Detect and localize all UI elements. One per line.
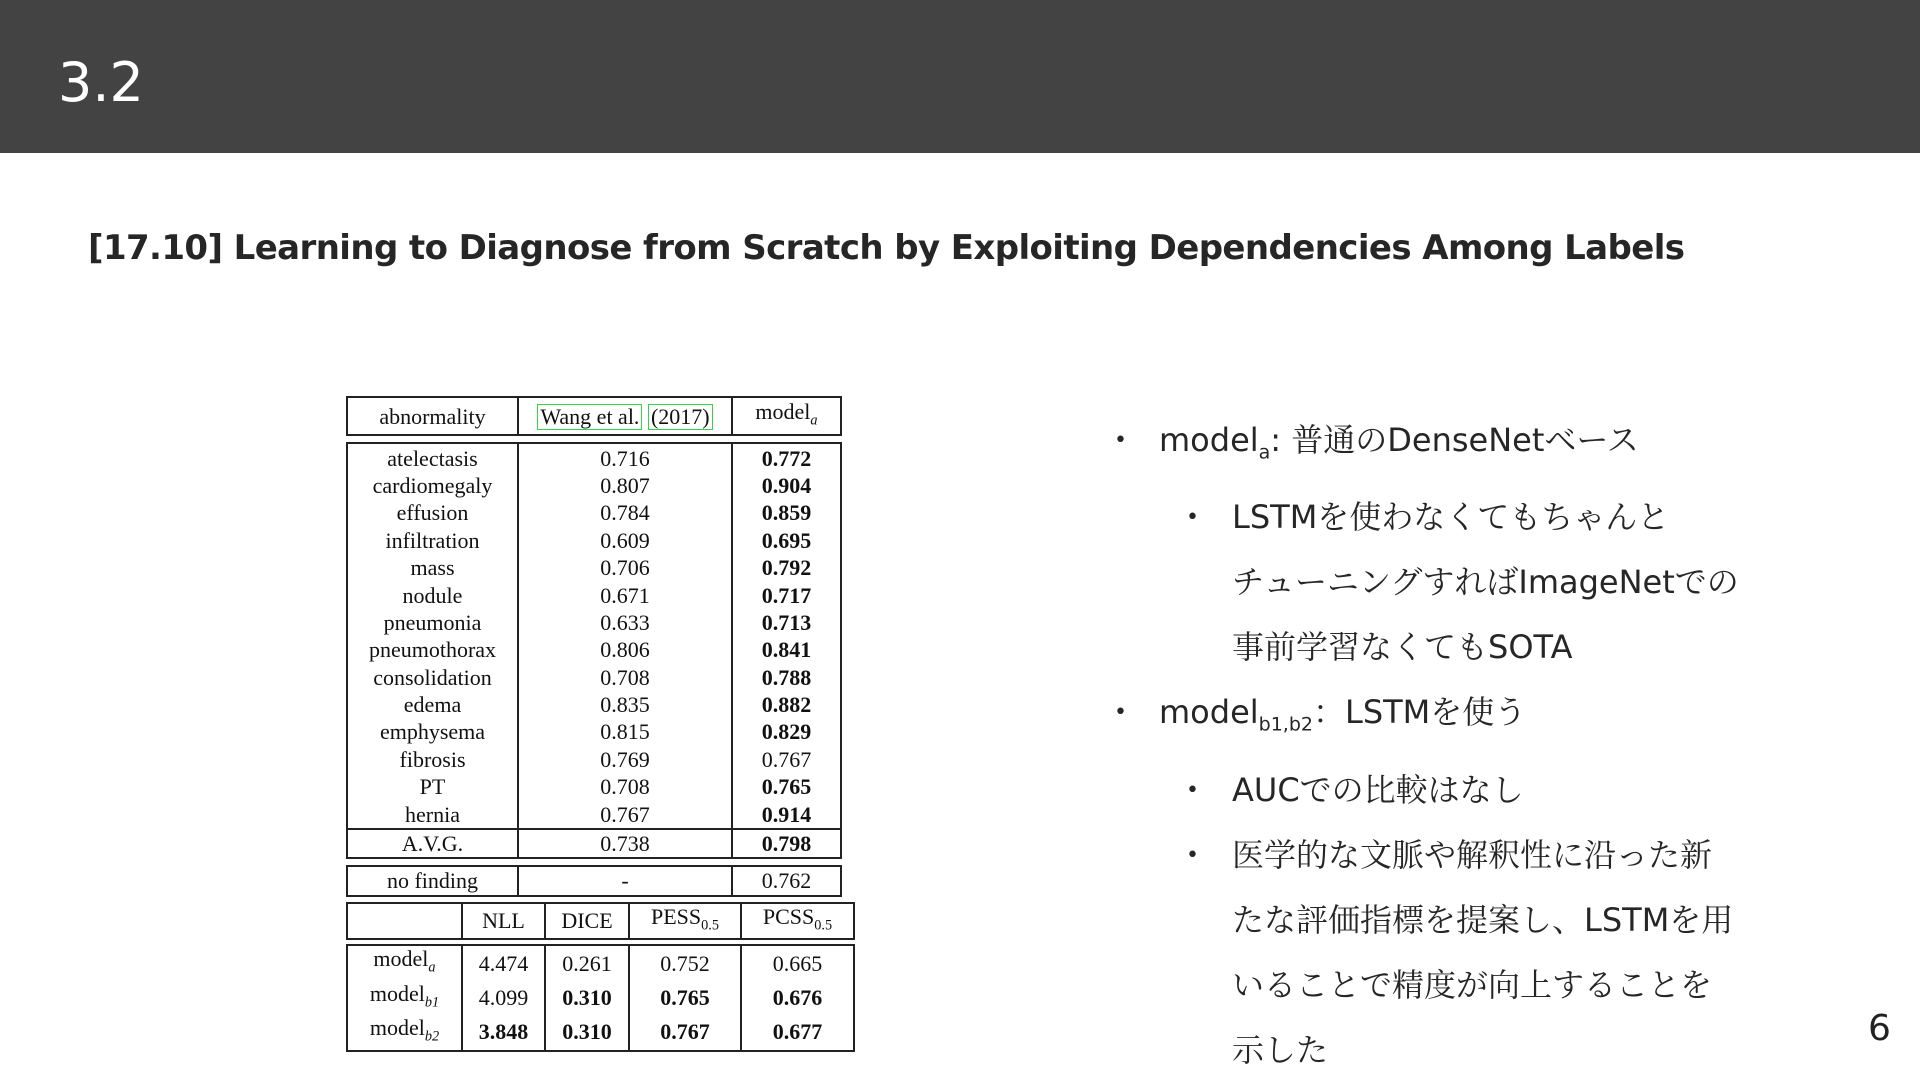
bullet-auc-note: • AUCでの比較はなし: [1110, 758, 1870, 823]
bullet-metric-note: • 医学的な文脈や解釈性に沿った新: [1110, 823, 1870, 888]
metrics-table: [346, 902, 855, 1052]
table-row: pneumothorax 0.806 0.841: [347, 636, 841, 663]
header-abnormality: abnormality: [347, 397, 518, 435]
table-row: effusion 0.784 0.859: [347, 499, 841, 526]
bullet-continuation: 事前学習なくてもSOTA: [1232, 628, 1573, 667]
table-row: consolidation 0.708 0.788: [347, 664, 841, 691]
table-row: hernia 0.767 0.914: [347, 800, 841, 828]
table-header-row: [347, 903, 854, 939]
bullet-dot: •: [1186, 777, 1199, 803]
paper-title: [17.10] Learning to Diagnose from Scratch by Exploiting Dependencies Among Labels: [88, 228, 1685, 268]
bullet-model-b: • model$_{b1,b2}$：LSTMを使う: [1110, 680, 1870, 757]
table-row: mass 0.706 0.792: [347, 554, 841, 581]
bullet-continuation: いることで精度が向上することを: [1232, 965, 1713, 1004]
table-row: cardiomegaly 0.807 0.904: [347, 472, 841, 499]
bullet-dot: •: [1186, 505, 1199, 531]
table-row: edema 0.835 0.882: [347, 691, 841, 718]
table-header-row: [347, 397, 841, 435]
table-row: model$_a$ 4.474 0.261 0.752 0.665: [347, 945, 854, 980]
bullet-dot: •: [1186, 842, 1199, 868]
table-row: pneumonia 0.633 0.713: [347, 609, 841, 636]
table-row: fibrosis 0.769 0.767: [347, 746, 841, 773]
table-row: PT 0.708 0.765: [347, 773, 841, 800]
table-row: nodule 0.671 0.717: [347, 581, 841, 608]
page-number: 6: [1868, 1008, 1891, 1049]
bullet-dot: •: [1114, 700, 1127, 726]
table-row: infiltration 0.609 0.695: [347, 527, 841, 554]
auc-table: [346, 396, 842, 897]
header-pess: $PESS_{0.5}$: [629, 903, 741, 939]
slide-header: [0, 0, 1920, 153]
header-dice: DICE: [545, 903, 629, 939]
header-pcss: $PCSS_{0.5}$: [741, 903, 854, 939]
highlight-box: Wang et al.: [537, 404, 642, 430]
table-row: atelectasis 0.716 0.772: [347, 443, 841, 471]
bullet-continuation: たな評価指標を提案し、LSTMを用: [1232, 900, 1734, 939]
bullet-list: [1110, 408, 1870, 1083]
header-model-a: model$_a$: [732, 397, 841, 435]
table-row: emphysema 0.815 0.829: [347, 718, 841, 745]
bullet-dot: •: [1114, 428, 1127, 453]
bullet-model-a: • model$_a$: 普通のDenseNetベース: [1110, 408, 1870, 485]
highlight-box: (2017): [648, 404, 713, 430]
table-row-no-finding: no finding - 0.762: [347, 866, 841, 895]
table-row-average: A.V.G. 0.738 0.798: [347, 829, 841, 858]
bullet-continuation: チューニングすればImageNetでの: [1232, 563, 1739, 602]
slide-title: 3.2: [58, 51, 144, 114]
bullet-lstm-note: • LSTMを使わなくてもちゃんと: [1110, 485, 1870, 550]
bullet-continuation: 示した: [1232, 1030, 1329, 1069]
table-row: model$_{b1}$ 4.099 0.310 0.765 0.676: [347, 981, 854, 1015]
header-nll: NLL: [462, 903, 545, 939]
table-row: model$_{b2}$ 3.848 0.310 0.767 0.677: [347, 1015, 854, 1050]
header-wang: [518, 397, 732, 435]
